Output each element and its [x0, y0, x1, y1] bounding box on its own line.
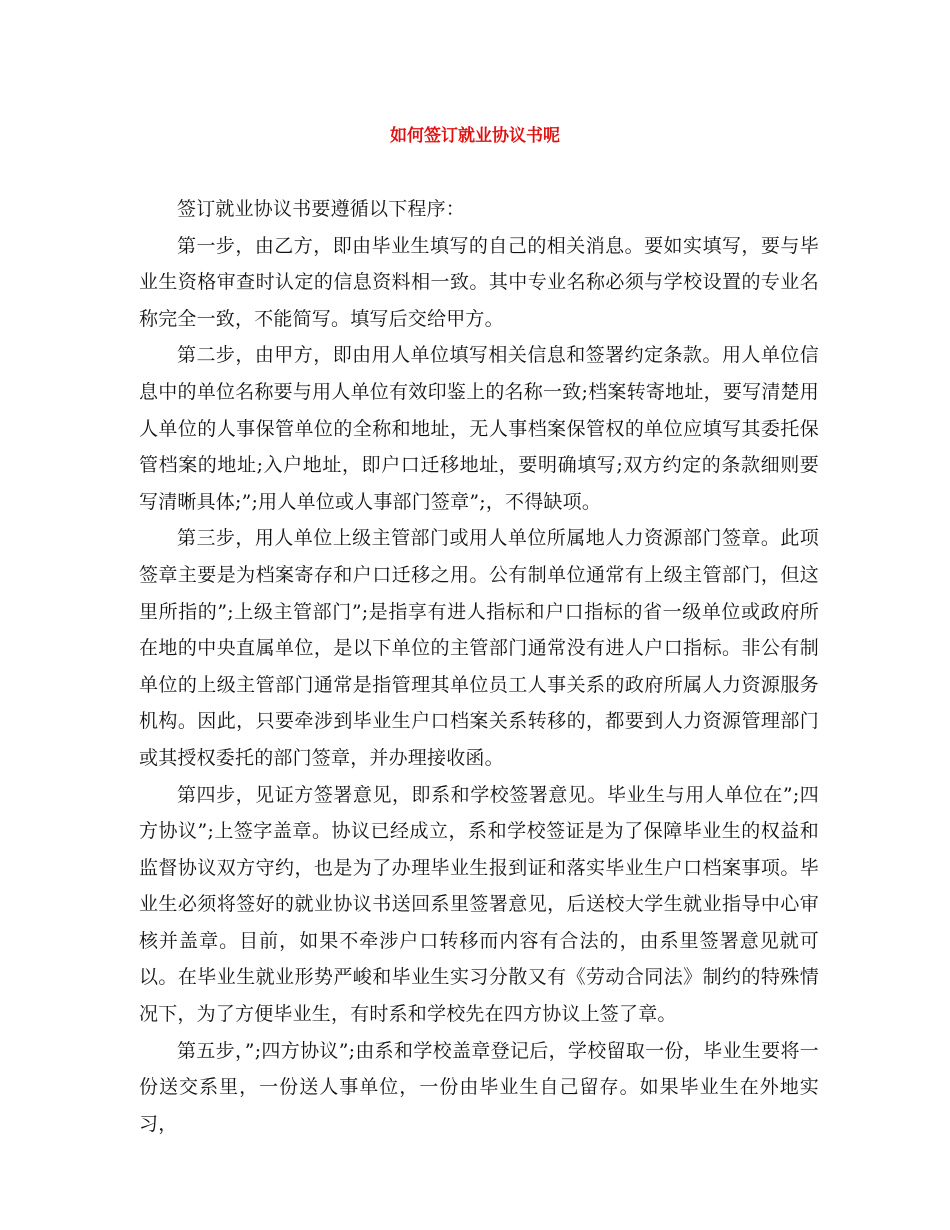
document-title: 如何签订就业协议书呢	[390, 126, 560, 146]
paragraph-step-1: 第一步，由乙方，即由毕业生填写的自己的相关消息。要如实填写，要与毕业生资格审查时认定的信息资料相一致。其中专业名称必须与学校设置的专业名称完全一致，不能简写。填写后交给甲方。	[139, 234, 819, 330]
paragraph-step-3: 第三步，用人单位上级主管部门或用人单位所属地人力资源部门签章。此项签章主要是为档案寄存和户口迁移之用。公有制单位通常有上级主管部门，但这里所指的”;上级主管部门”;是指享有进人指标和户口指标的省一级单位或政府所在地的中央直属单位，是以下单位的主管部门通常没有进人户口指标。非公有制单位的上级主管部门通常是指管理其单位员工人事关系的政府所属人力资源服务机构。因此，只要牵涉到毕业生户口档案关系转移的，都要到人力资源管理部门或其授权委托的部门签章，并办理接收函。	[139, 527, 819, 769]
paragraph-intro: 签订就业协议书要遵循以下程序：	[177, 198, 466, 220]
paragraph-step-4: 第四步，见证方签署意见，即系和学校签署意见。毕业生与用人单位在”;四方协议”;上签字盖章。协议已经成立，系和学校签证是为了保障毕业生的权益和监督协议双方守约，也是为了办理毕业生报到证和落实毕业生户口档案事项。毕业生必须将签好的就业协议书送回系里签署意见，后送校大学生就业指导中心审核并盖章。目前，如果不牵涉户口转移而内容有合法的，由系里签署意见就可以。在毕业生就业形势严峻和毕业生实习分散又有《劳动合同法》制约的特殊情况下，为了方便毕业生，有时系和学校先在四方协议上签了章。	[139, 783, 819, 1026]
paragraph-step-2: 第二步，由甲方，即由用人单位填写相关信息和签署约定条款。用人单位信息中的单位名称要与用人单位有效印鉴上的名称一致;档案转寄地址，要写清楚用人单位的人事保管单位的全称和地址，无人事档案保管权的单位应填写其委托保管档案的地址;入户地址，即户口迁移地址，要明确填写;双方约定的条款细则要写清晰具体;”;用人单位或人事部门签章”;，不得缺项。	[139, 344, 819, 513]
paragraph-step-5: 第五步，”;四方协议”;由系和学校盖章登记后，学校留取一份，毕业生要将一份送交系里，一份送人事单位，一份由毕业生自己留存。如果毕业生在外地实习，	[139, 1039, 819, 1135]
document-body	[139, 191, 819, 1142]
